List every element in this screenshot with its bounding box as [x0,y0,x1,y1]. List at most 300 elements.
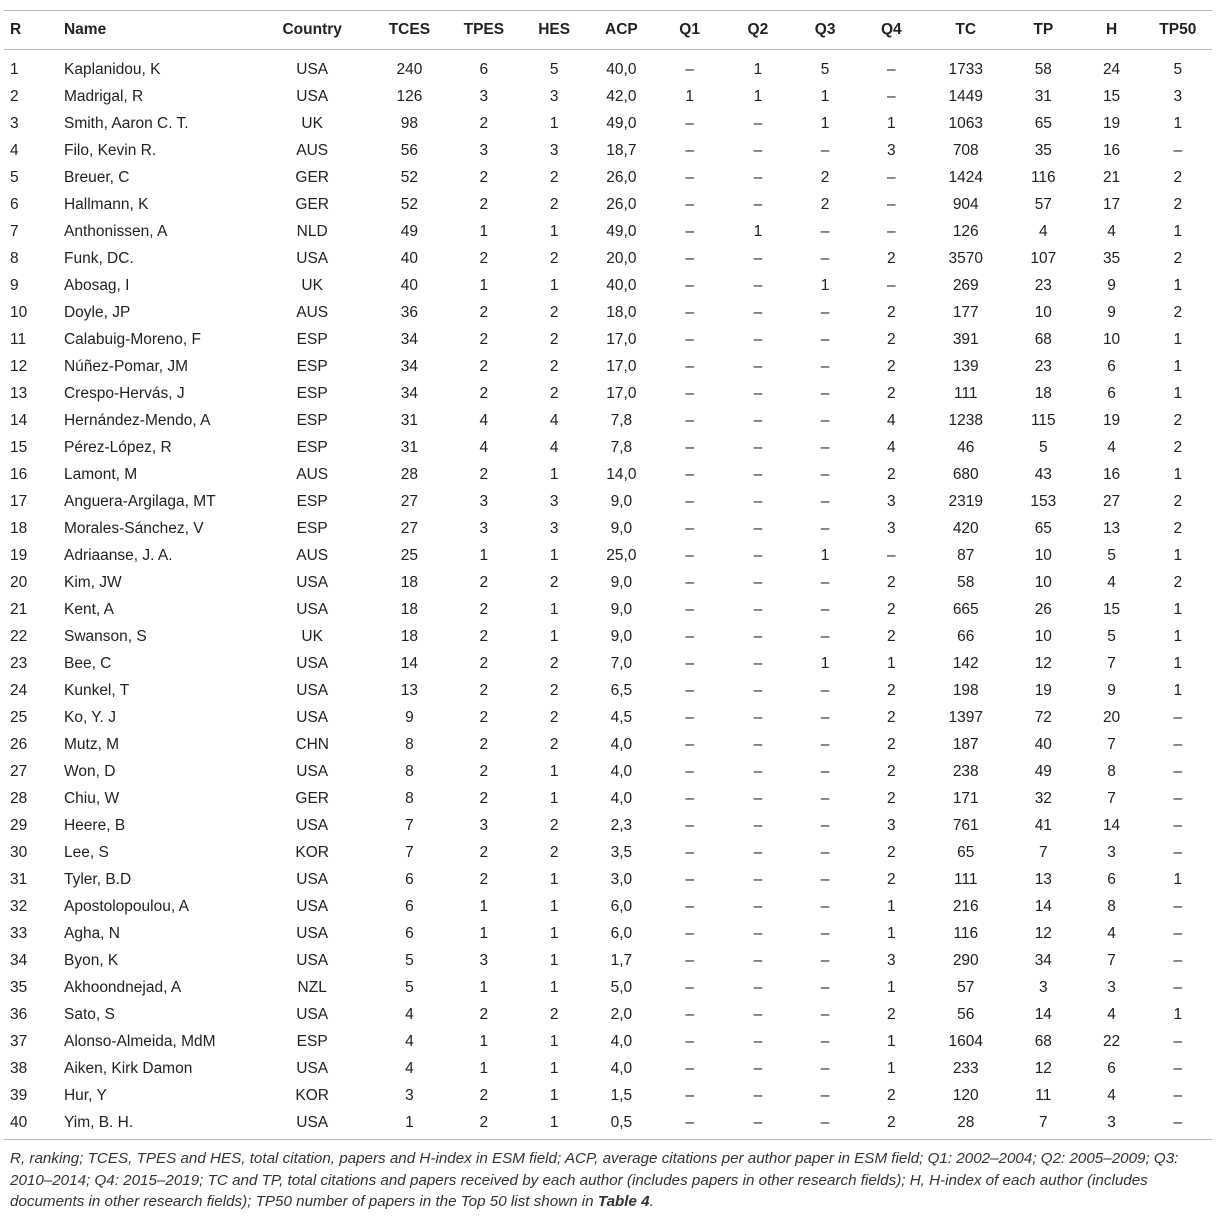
table-cell: 1 [1173,357,1183,375]
table-cell: 12 [1034,924,1052,942]
table-cell: 1 [549,546,559,564]
table-cell: 1 [1173,654,1183,672]
table-cell: 3 [10,114,19,132]
table-cell: 1397 [948,708,983,726]
column-header: Q1 [656,11,724,50]
table-cell: Núñez-Pomar, JM [63,357,189,375]
table-cell: 1 [886,978,896,996]
table-cell: 2 [886,870,896,888]
table-cell: 24 [1102,60,1121,78]
table-cell: – [685,816,694,834]
table-body [4,50,1212,1140]
table-cell: – [753,735,763,753]
table-cell: 14 [1034,1005,1052,1023]
table-cell: 65 [957,843,975,861]
table-cell: 1604 [948,1032,983,1050]
table-cell: 2,0 [610,1005,633,1023]
table-cell: ESP [296,357,328,375]
table-cell: 4,0 [610,1032,633,1050]
table-cell: 8 [1107,897,1116,915]
table-cell: Hur, Y [63,1086,107,1104]
table-cell: 6 [1107,1059,1116,1077]
table-row [4,974,1212,1001]
table-cell: 17,0 [606,357,637,375]
table-cell: 391 [952,330,979,348]
table-cell: Adriaanse, J. A. [63,546,173,564]
table-cell: 4 [1039,222,1048,240]
table-cell: 2 [886,627,896,645]
table-cell: 18 [400,573,419,591]
table-cell: ESP [296,519,328,537]
table-cell: 23 [1034,276,1052,294]
table-cell: 2 [858,1109,924,1140]
table-cell: 1 [1173,465,1183,483]
table-cell: 26 [10,735,28,753]
table-cell: 665 [952,600,979,618]
table-cell: – [753,843,763,861]
table-cell: NLD [296,222,328,240]
table-row [4,326,1212,353]
table-cell: 2 [549,249,559,267]
table-cell: 34 [400,357,419,375]
table-cell: AUS [296,465,329,483]
table-cell: – [753,357,763,375]
table-cell: 2 [549,330,559,348]
table-cell: 2 [549,357,559,375]
table-cell: UK [301,276,323,294]
table-cell: 34 [1034,951,1052,969]
table-row [4,1082,1212,1109]
table-cell: 10 [1102,330,1121,348]
table-cell: 142 [952,654,979,672]
table-cell: Bee, C [63,654,112,672]
table-cell: Ko, Y. J [63,708,116,726]
table-cell: 3,5 [610,843,633,861]
table-cell: – [685,384,694,402]
table-cell: 2 [10,87,19,105]
table-cell: – [724,1109,792,1140]
table-cell: 2 [886,384,896,402]
table-cell: 4,0 [610,735,633,753]
table-cell: 2 [549,654,559,672]
table-cell: – [886,168,896,186]
table-cell: KOR [295,1086,329,1104]
table-cell: 111 [953,384,978,402]
table-row [4,1001,1212,1028]
table-cell: 56 [957,1005,975,1023]
table-cell: GER [295,168,329,186]
table-cell: – [685,249,694,267]
table-cell: 31 [400,438,419,456]
table-row [4,434,1212,461]
table-cell: 27 [10,762,28,780]
table-cell: Madrigal, R [63,87,144,105]
table-cell: 2 [886,681,896,699]
table-cell: 233 [952,1059,979,1077]
table-cell: Yim, B. H. [64,1109,252,1140]
table-cell: 116 [1030,168,1056,186]
table-cell: 5 [1039,438,1048,456]
table-cell: 16 [1102,465,1121,483]
table-cell: 2 [479,762,489,780]
table-cell: 7 [1107,654,1116,672]
table-cell: 12 [10,357,28,375]
table-cell: 3570 [948,249,983,267]
table-cell: – [820,897,830,915]
table-row [4,299,1212,326]
table-cell: 2 [479,600,489,618]
table-cell: – [685,708,694,726]
table-cell: 46 [957,438,975,456]
table-cell: Alonso-Almeida, MdM [63,1032,216,1050]
table-cell: 9,0 [610,492,633,510]
table-row [4,353,1212,380]
table-cell: Akhoondnejad, A [63,978,182,996]
table-cell: 2 [479,708,489,726]
table-cell: 22 [10,627,28,645]
table-cell: 39 [10,1086,28,1104]
table-cell: 5 [549,60,559,78]
table-cell: 1 [372,1109,446,1140]
table-cell: – [753,870,763,888]
table-cell: 40 [1034,735,1052,753]
table-cell: – [753,438,763,456]
table-cell: – [820,1086,830,1104]
table-cell: 14 [10,411,28,429]
table-cell: 18 [10,519,28,537]
table-cell: 2 [886,762,896,780]
table-cell: 7 [1007,1109,1079,1140]
table-cell: Breuer, C [63,168,130,186]
table-cell: – [685,843,694,861]
table-cell: – [753,249,763,267]
table-cell: 4 [479,438,489,456]
column-header: TC [924,11,1007,50]
table-cell: – [820,438,830,456]
table-cell: – [753,897,763,915]
table-cell: – [820,465,830,483]
table-cell: 1 [521,1109,587,1140]
table-cell: 5 [1107,627,1116,645]
table-cell: GER [295,789,329,807]
table-cell: USA [252,1109,372,1140]
table-cell: 1733 [948,60,983,78]
table-cell: – [685,222,694,240]
table-cell: – [753,465,763,483]
table-row [4,920,1212,947]
table-cell: 17,0 [606,330,637,348]
table-cell: 68 [1034,1032,1052,1050]
table-cell: Crespo-Hervás, J [63,384,185,402]
table-cell: 4 [1107,438,1116,456]
table-cell: Anguera-Argilaga, MT [63,492,216,510]
table-cell: 28 [400,465,419,483]
table-cell: 2 [1173,303,1183,321]
table-cell: 34 [400,384,419,402]
table-cell: 14,0 [606,465,637,483]
table-cell: 2 [1173,492,1183,510]
table-cell: 18,7 [606,141,637,159]
table-cell: 10 [10,303,28,321]
table-cell: 17 [1102,195,1121,213]
column-header: TCES [372,11,446,50]
table-cell: 6 [405,924,414,942]
table-cell: 4 [1107,924,1116,942]
table-cell: 139 [952,357,979,375]
table-cell: 116 [953,924,979,942]
table-cell: USA [296,1059,329,1077]
table-cell: 1 [549,114,559,132]
table-cell: 2 [479,573,489,591]
table-cell: USA [296,600,329,618]
table-row [4,785,1212,812]
table-cell: – [685,1005,694,1023]
table-cell: 23 [1034,357,1052,375]
table-cell: 1 [1173,222,1183,240]
table-cell: 4 [1107,222,1116,240]
table-cell: GER [295,195,329,213]
table-cell: – [753,573,763,591]
table-cell: 2 [549,384,559,402]
table-cell: 126 [396,87,423,105]
table-cell: Smith, Aaron C. T. [63,114,189,132]
table-cell: 4,0 [610,762,633,780]
table-cell: 24 [10,681,28,699]
table-cell: 58 [957,573,975,591]
table-cell: 1 [1173,681,1183,699]
table-cell: CHN [295,735,329,753]
table-cell: 27 [400,492,419,510]
table-cell: 9,0 [610,573,633,591]
table-cell: – [820,708,830,726]
table-cell: 1 [820,87,830,105]
table-cell: – [685,600,694,618]
table-cell: 7,0 [610,654,633,672]
table-cell: 1 [886,114,896,132]
table-row [4,407,1212,434]
table-cell: 16 [10,465,28,483]
table-cell: 3 [549,519,559,537]
table-cell: 98 [400,114,419,132]
table-cell: – [753,492,763,510]
table-row [4,110,1212,137]
table-cell: 2 [479,357,489,375]
table-cell: Chiu, W [63,789,120,807]
table-cell: 35 [1102,249,1121,267]
table-cell: 4 [1107,573,1116,591]
table-row [4,1055,1212,1082]
table-cell: Heere, B [63,816,126,834]
table-cell: 2 [1173,168,1183,186]
table-cell: – [820,924,830,942]
table-cell: 4 [1107,1005,1116,1023]
table-cell: – [820,978,830,996]
table-cell: 8 [405,762,414,780]
table-cell: 4 [1107,1086,1116,1104]
table-cell: 57 [1034,195,1052,213]
table-cell: 1 [1173,114,1183,132]
table-cell: 2 [549,708,559,726]
table-cell: 36 [400,303,419,321]
table-cell: Calabuig-Moreno, F [63,330,201,348]
table-cell: – [685,870,694,888]
table-cell: 18 [400,627,419,645]
table-cell: 126 [952,222,979,240]
table-cell: – [685,357,694,375]
table-cell: 8 [405,735,414,753]
table-cell: 6 [405,897,414,915]
table-cell: 1 [549,600,559,618]
table-row [4,812,1212,839]
table-cell: 42,0 [606,87,637,105]
table-cell: USA [296,816,329,834]
table-cell: AUS [296,546,329,564]
table-cell: 15 [1102,87,1121,105]
table-cell: 2 [447,1109,521,1140]
table-cell: 1 [1173,276,1183,294]
table-cell: 4,5 [610,708,633,726]
table-row [4,893,1212,920]
table-cell: 6 [405,870,414,888]
table-cell: 3 [1107,978,1116,996]
table-cell: 19 [1034,681,1052,699]
table-cell: 3 [405,1086,414,1104]
table-cell: 2 [886,600,896,618]
table-cell: 1 [1173,627,1183,645]
table-cell: 28 [10,789,28,807]
table-cell: 1 [549,789,559,807]
table-cell: – [820,627,830,645]
table-cell: 27 [1102,492,1121,510]
table-cell: – [820,681,830,699]
table-cell: 40,0 [606,60,637,78]
table-cell: 290 [952,951,979,969]
table-cell: NZL [297,978,327,996]
table-cell: 29 [10,816,28,834]
table-cell: – [685,951,694,969]
table-cell: 15 [10,438,28,456]
table-cell: 680 [952,465,979,483]
table-cell: 5 [10,168,19,186]
table-cell: USA [296,1005,329,1023]
table-cell: 1 [479,924,489,942]
table-cell: 18 [1034,384,1052,402]
table-cell: 1 [753,60,763,78]
table-cell: Kunkel, T [63,681,130,699]
table-cell: Kent, A [63,600,114,618]
table-cell: Sato, S [63,1005,115,1023]
table-cell: 4 [10,141,19,159]
table-cell: 1 [549,222,559,240]
table-cell: 5 [1173,60,1183,78]
table-cell: 1 [1173,384,1183,402]
table-cell: 18,0 [606,303,637,321]
column-header: TP50 [1144,11,1212,50]
table-cell: 269 [952,276,979,294]
table-cell: 2 [479,384,489,402]
table-cell: – [820,1032,830,1050]
table-cell: – [753,978,763,996]
table-cell: 4 [886,411,896,429]
table-cell: 1 [549,762,559,780]
table-cell: 2 [1173,438,1183,456]
table-cell: 153 [1030,492,1057,510]
table-row [4,704,1212,731]
table-cell: 11 [1035,1086,1052,1104]
table-cell: 3 [479,492,489,510]
table-cell: – [1173,897,1183,915]
table-cell: 9 [10,276,19,294]
table-cell: 1 [479,978,489,996]
table-row [4,839,1212,866]
table-cell: 2 [549,1005,559,1023]
table-cell: – [1173,978,1183,996]
table-cell: 2 [479,195,489,213]
table-cell: 115 [1030,411,1056,429]
table-cell: – [886,60,896,78]
table-cell: 3 [479,951,489,969]
table-cell: 2 [886,357,896,375]
table-cell: 1 [479,276,489,294]
table-cell: – [753,1086,763,1104]
table-row [4,380,1212,407]
column-header: Q4 [858,11,924,50]
table-cell: 1 [549,1032,559,1050]
footnote-table-ref: Table 4 [597,1193,650,1210]
table-cell: – [753,816,763,834]
table-cell: – [685,978,694,996]
table-cell: 1 [1173,330,1183,348]
table-cell: – [753,195,763,213]
column-header: ACP [587,11,655,50]
table-row [4,137,1212,164]
table-cell: 111 [953,870,978,888]
table-cell: 20 [1102,708,1121,726]
table-cell: – [753,600,763,618]
footnote-end: . [649,1193,654,1210]
table-cell: 1 [1173,600,1183,618]
table-cell: – [792,1109,858,1140]
table-cell: 34 [10,951,28,969]
table-cell: 2 [549,303,559,321]
table-cell: – [753,546,763,564]
table-cell: 177 [952,303,979,321]
table-cell: 1 [549,627,559,645]
table-cell: 4 [479,411,489,429]
table-cell: – [1173,735,1183,753]
table-cell: – [1173,708,1183,726]
table-cell: 66 [957,627,975,645]
table-row [4,650,1212,677]
table-cell: 17 [10,492,28,510]
table-cell: 16 [1102,141,1121,159]
table-cell: 3 [1039,978,1048,996]
table-cell: Lee, S [63,843,109,861]
table-cell: 13 [1034,870,1052,888]
table-cell: 4,0 [610,1059,633,1077]
table-cell: 17,0 [606,384,637,402]
table-cell: – [753,924,763,942]
table-cell: – [820,330,830,348]
table-cell: 49 [400,222,419,240]
table-cell: 1 [820,546,830,564]
table-cell: ESP [296,438,328,456]
table-cell: 7,8 [610,438,633,456]
table-cell: – [820,951,830,969]
table-cell: 1 [1173,1005,1183,1023]
table-cell: 2 [479,870,489,888]
table-cell: 420 [952,519,979,537]
